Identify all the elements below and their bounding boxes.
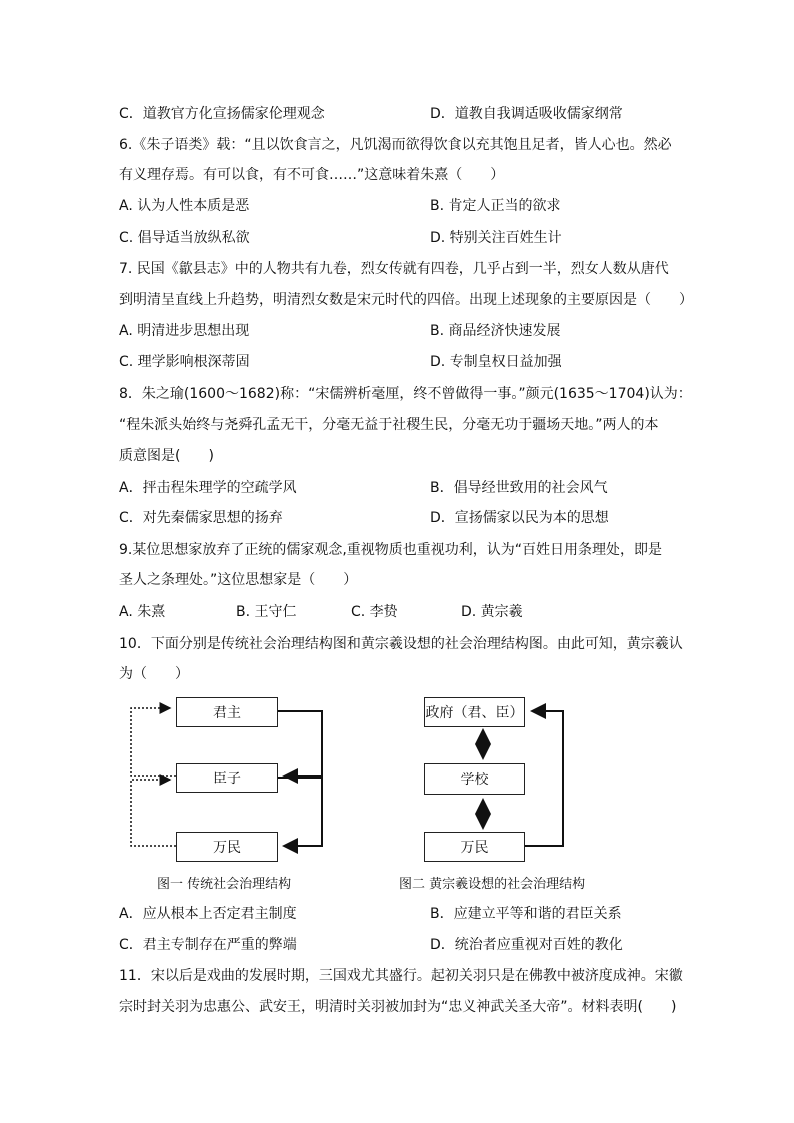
q7-option-b: B. 商品经济快速发展 [430, 323, 561, 339]
q7-stem-line2: 到明清呈直线上升趋势，明清烈女数是宋元时代的四倍。出现上述现象的主要原因是（ ） [119, 292, 693, 308]
q10-option-b: B．应建立平等和谐的君臣关系 [430, 906, 622, 922]
q10-option-c: C．君主专制存在严重的弊端 [119, 937, 297, 953]
q10-option-d: D．统治者应重视对百姓的教化 [430, 937, 623, 953]
fig1-ruler-box: 君主 [176, 697, 278, 727]
q8-option-a: A．抨击程朱理学的空疏学风 [119, 480, 297, 496]
q6-stem-line2: 有义理存焉。有可以食，有不可食……”这意味着朱熹（ ） [119, 167, 505, 183]
q8-option-b: B．倡导经世致用的社会风气 [430, 480, 608, 496]
q8-option-c: C．对先秦儒家思想的扬弃 [119, 510, 283, 526]
fig1-caption: 图一 传统社会治理结构 [157, 877, 292, 892]
q8-stem-line3: 质意图是( ) [119, 448, 214, 464]
q9-option-c: C. 李贽 [351, 604, 398, 620]
q8-stem-line2: “程朱派头始终与尧舜孔孟无干，分毫无益于社稷生民，分毫无功于疆场天地。”两人的本 [119, 417, 659, 433]
q7-option-a: A. 明清进步思想出现 [119, 323, 250, 339]
q11-stem-line1: 11．宋以后是戏曲的发展时期，三国戏尤其盛行。起初关羽只是在佛教中被济度成神。宋徽 [119, 968, 683, 984]
fig2-government-box: 政府（君、臣） [424, 697, 525, 727]
fig2-caption: 图二 黄宗羲设想的社会治理结构 [399, 877, 586, 892]
q7-option-d: D. 专制皇权日益加强 [430, 354, 562, 370]
q7-option-c: C. 理学影响根深蒂固 [119, 354, 250, 370]
q6-option-a: A. 认为人性本质是恶 [119, 198, 250, 214]
q8-stem-line1: 8．朱之瑜(1600～1682)称：“宋儒辨析毫厘，终不曾做得一事。”颜元(1635～1704)认为： [119, 386, 692, 402]
q9-stem-line2: 圣人之条理处。”这位思想家是（ ） [119, 572, 358, 588]
fig2-school-box: 学校 [424, 763, 525, 795]
q6-option-c: C. 倡导适当放纵私欲 [119, 230, 250, 246]
q9-option-a: A. 朱熹 [119, 604, 166, 620]
q5-option-c: C．道教官方化宣扬儒家伦理观念 [119, 106, 325, 122]
q10-stem-line1: 10．下面分别是传统社会治理结构图和黄宗羲设想的社会治理结构图。由此可知，黄宗羲认 [119, 636, 683, 652]
q5-option-d: D．道教自我调适吸收儒家纲常 [430, 106, 623, 122]
q9-option-d: D. 黄宗羲 [461, 604, 523, 620]
q9-stem-line1: 9.某位思想家放弃了正统的儒家观念,重视物质也重视功利，认为“百姓日用条理处，即是 [119, 542, 663, 558]
q8-option-d: D．宣扬儒家以民为本的思想 [430, 510, 609, 526]
q6-option-b: B. 肯定人正当的欲求 [430, 198, 561, 214]
q11-stem-line2: 宗时封关羽为忠惠公、武安王，明清时关羽被加封为“忠义神武关圣大帝”。材料表明( ) [119, 999, 677, 1015]
q6-stem-line1: 6.《朱子语类》载：“且以饮食言之，凡饥渴而欲得饮食以充其饱且足者，皆人心也。然必 [119, 137, 672, 153]
fig2-people-box: 万民 [424, 832, 525, 862]
q10-stem-line2: 为（ ） [119, 666, 189, 682]
q10-option-a: A．应从根本上否定君主制度 [119, 906, 297, 922]
q7-stem-line1: 7. 民国《歙县志》中的人物共有九卷，烈女传就有四卷，几乎占到一半，烈女人数从唐代 [119, 261, 669, 277]
q6-option-d: D. 特别关注百姓生计 [430, 230, 562, 246]
fig1-people-box: 万民 [176, 832, 278, 862]
q9-option-b: B. 王守仁 [236, 604, 297, 620]
fig1-minister-box: 臣子 [176, 763, 278, 793]
